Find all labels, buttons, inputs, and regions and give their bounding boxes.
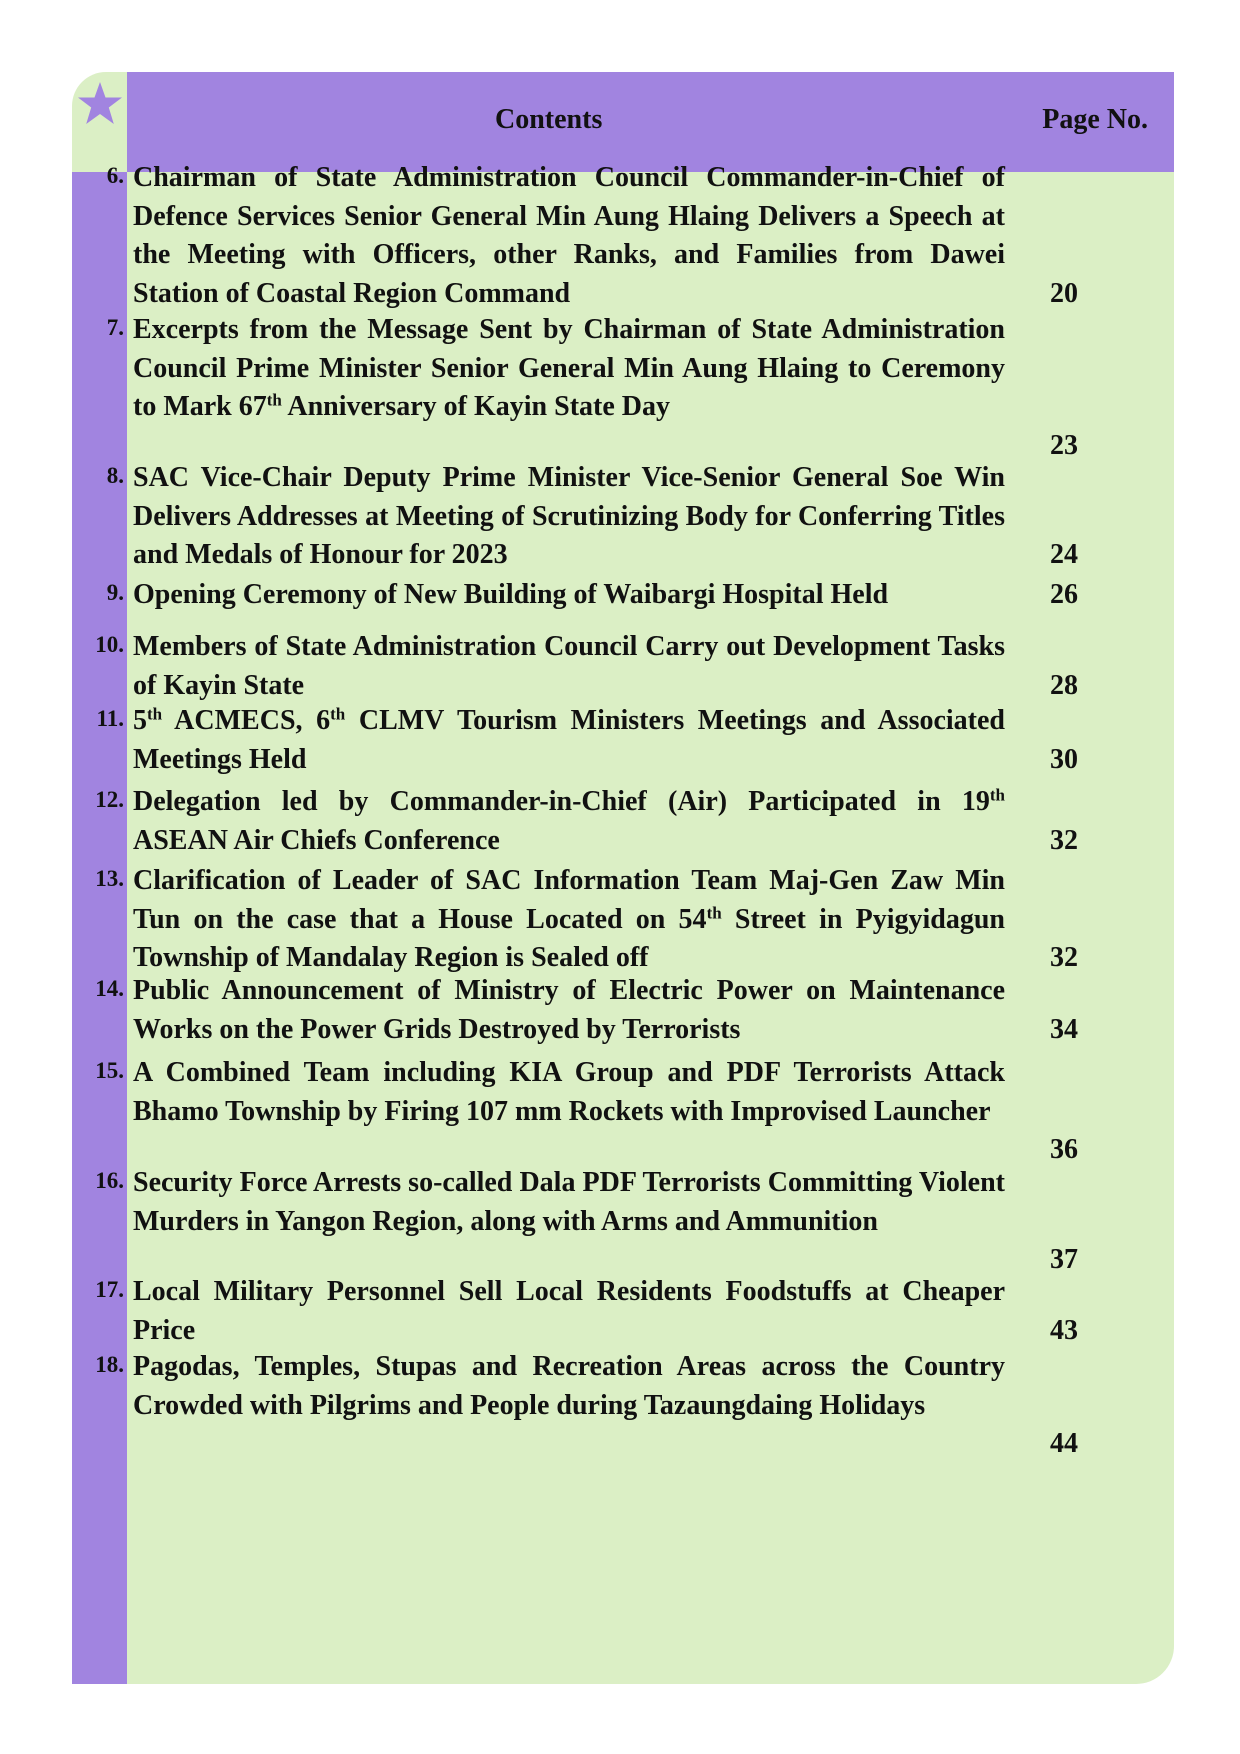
entry-number: 11. xyxy=(96,706,124,731)
entry-number: 7. xyxy=(106,315,124,340)
entry-number: 16. xyxy=(95,1168,124,1193)
entry-title: SAC Vice-Chair Deputy Prime Minister Vice-Senior General Soe Win Delivers Addresses at Meeting of Scrutinizing Body for Conferring Titles and Medals of Honour for 2023 xyxy=(133,462,1005,570)
entry-page-number: 32 xyxy=(1050,942,1078,973)
entry-number: 17. xyxy=(95,1277,124,1302)
entry-page-number: 30 xyxy=(1050,743,1078,775)
page-no-heading: Page No. xyxy=(1042,104,1148,135)
entry-title: Excerpts from the Message Sent by Chairman of State Administration Council Prime Minister Senior General Min Aung Hlaing to Ceremony to Mark 67th Anniversary of Kayin State Day xyxy=(133,314,1005,422)
star-icon xyxy=(76,80,124,128)
entry-page-number: 20 xyxy=(1050,277,1078,309)
entry-page-number: 23 xyxy=(1050,429,1078,461)
entry-page-number: 37 xyxy=(1050,1244,1078,1275)
entry-title: Delegation led by Commander-in-Chief (Air) Participated in 19th ASEAN Air Chiefs Conference xyxy=(133,785,1005,856)
entry-title: A Combined Team including KIA Group and PDF Terrorists Attack Bhamo Township by Firing 107 mm Rockets with Improvised Launcher xyxy=(133,1057,1005,1127)
entry-title: Chairman of State Administration Council Commander-in-Chief of Defence Services Senior General Min Aung Hlaing Delivers a Speech at the Meeting with Officers, other Ranks, and Families from Dawei Station of Coastal Region Command xyxy=(133,162,1005,309)
entry-title: Members of State Administration Council Carry out Development Tasks of Kayin State xyxy=(133,631,1005,701)
entry-number: 6. xyxy=(106,163,124,188)
entry-page-number: 24 xyxy=(1050,539,1078,570)
entry-number: 9. xyxy=(106,580,124,605)
ordinal-suffix: th xyxy=(989,785,1005,805)
ordinal-suffix: th xyxy=(266,390,282,410)
entry-title: Opening Ceremony of New Building of Waibargi Hospital Held xyxy=(133,579,889,610)
entry-number: 18. xyxy=(95,1352,124,1377)
entry-number: 10. xyxy=(95,632,124,657)
entry-number: 8. xyxy=(106,463,124,488)
entry-page-number: 43 xyxy=(1050,1314,1078,1346)
entry-number: 15. xyxy=(95,1058,124,1083)
sidebar-band xyxy=(72,172,127,1684)
entry-title: Public Announcement of Ministry of Electric Power on Maintenance Works on the Power Grids Destroyed by Terrorists xyxy=(133,975,1005,1045)
entry-title: Clarification of Leader of SAC Information Team Maj-Gen Zaw Min Tun on the case that a House Located on 54th Street in Pyigyidagun Township of Mandalay Region is Sealed off xyxy=(133,865,1006,973)
entry-page-number: 36 xyxy=(1050,1134,1078,1165)
table-header xyxy=(127,72,1174,172)
contents-panel xyxy=(72,72,1174,1684)
entry-page-number: 28 xyxy=(1050,669,1078,701)
ordinal-suffix: th xyxy=(706,903,722,923)
entry-title: 5th ACMECS, 6th CLMV Tourism Ministers Meetings and Associated Meetings Held xyxy=(133,704,1006,775)
entry-page-number: 44 xyxy=(1050,1428,1078,1459)
entry-number: 14. xyxy=(95,976,124,1001)
entry-number: 13. xyxy=(95,866,124,891)
entry-title: Local Military Personnel Sell Local Residents Foodstuffs at Cheaper Price xyxy=(133,1276,1005,1346)
ordinal-suffix: th xyxy=(330,704,346,724)
entry-page-number: 26 xyxy=(1050,579,1078,610)
entry-number: 12. xyxy=(95,787,124,812)
entry-page-number: 34 xyxy=(1050,1013,1078,1045)
entry-title: Security Force Arrests so-called Dala PDF Terrorists Committing Violent Murders in Yangon Region, along with Arms and Ammunition xyxy=(133,1167,1005,1237)
entry-title: Pagodas, Temples, Stupas and Recreation Areas across the Country Crowded with Pilgrims and People during Tazaungdaing Holidays xyxy=(133,1351,1005,1421)
contents-heading: Contents xyxy=(495,104,603,135)
ordinal-suffix: th xyxy=(147,704,163,724)
entry-page-number: 32 xyxy=(1050,824,1078,856)
